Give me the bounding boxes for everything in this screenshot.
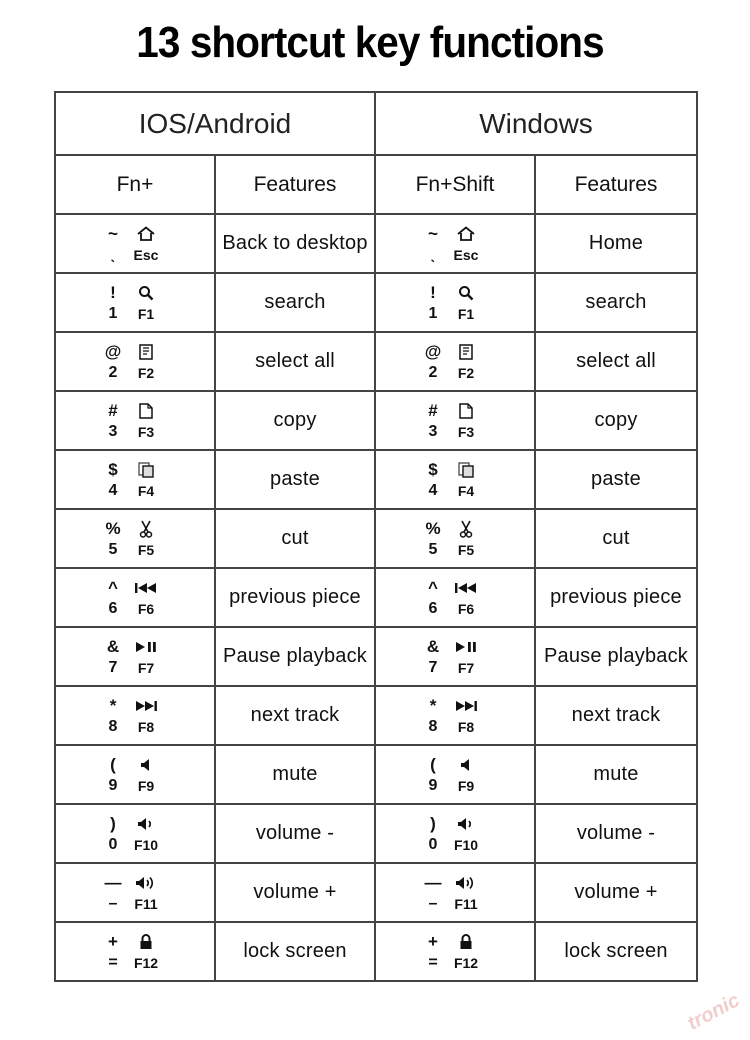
key-symbol: ( — [110, 754, 116, 774]
function-key-label: Esc — [133, 246, 159, 263]
cell-windows-feature: Home — [535, 214, 697, 273]
keycap-ios — [100, 695, 170, 737]
cell-windows-feature: Pause playback — [535, 627, 697, 686]
key-symbol: ( — [430, 754, 436, 774]
cell-ios-feature: volume - — [215, 804, 375, 863]
function-key-label: F3 — [137, 423, 155, 440]
page-title: 13 shortcut key functions — [136, 18, 604, 67]
keycap-windows — [420, 400, 490, 442]
key-symbol: ^ — [428, 577, 438, 597]
keycap-ios — [100, 223, 170, 265]
keycap-windows — [420, 695, 490, 737]
cell-ios-key — [55, 745, 215, 804]
key-symbol: ~ — [428, 223, 438, 243]
mute-icon — [139, 758, 153, 772]
table-row — [55, 627, 697, 686]
keycap-windows — [420, 459, 490, 501]
function-key-label: F1 — [457, 305, 475, 322]
cell-windows-feature: lock screen — [535, 922, 697, 981]
key-number: 9 — [428, 776, 438, 794]
keycap-ios — [100, 872, 170, 914]
function-key-label: F6 — [457, 600, 475, 617]
key-symbol: & — [106, 636, 120, 656]
search-icon — [138, 285, 154, 301]
cell-ios-key — [55, 332, 215, 391]
key-number: 4 — [108, 481, 118, 499]
header-features-windows: Features — [535, 155, 697, 214]
keycap-windows — [420, 872, 490, 914]
cell-windows-feature: copy — [535, 391, 697, 450]
table-row — [55, 509, 697, 568]
keycap-ios — [100, 459, 170, 501]
function-key-label: F5 — [457, 541, 475, 558]
keycap-ios — [100, 636, 170, 678]
key-symbol: ~ — [108, 223, 118, 243]
cell-windows-feature: next track — [535, 686, 697, 745]
key-number: 7 — [428, 658, 438, 676]
key-symbol: — — [104, 872, 122, 892]
table-row — [55, 745, 697, 804]
key-symbol: ) — [430, 813, 436, 833]
key-symbol: * — [109, 695, 117, 715]
keycap-windows — [420, 577, 490, 619]
keycap-windows — [420, 931, 490, 973]
previous-track-icon — [454, 582, 478, 594]
key-symbol: # — [108, 400, 118, 420]
function-key-label: F5 — [137, 541, 155, 558]
cell-windows-feature: paste — [535, 450, 697, 509]
function-key-label: F7 — [137, 659, 155, 676]
cell-ios-key — [55, 509, 215, 568]
keycap-windows — [420, 518, 490, 560]
cell-windows-key — [375, 745, 535, 804]
function-key-label: F10 — [453, 836, 479, 853]
cell-windows-feature: volume + — [535, 863, 697, 922]
table-row — [55, 450, 697, 509]
key-number: 1 — [428, 304, 438, 322]
cell-ios-key — [55, 863, 215, 922]
key-number: 0 — [108, 835, 118, 853]
play-pause-icon — [455, 641, 477, 653]
volume-down-icon — [457, 817, 475, 831]
cell-windows-feature: select all — [535, 332, 697, 391]
platform-header-row — [55, 92, 697, 155]
key-symbol: ) — [110, 813, 116, 833]
cell-windows-key — [375, 332, 535, 391]
paste-icon — [138, 462, 154, 478]
cell-ios-key — [55, 450, 215, 509]
key-number: 5 — [108, 540, 118, 558]
cell-ios-feature: Pause playback — [215, 627, 375, 686]
next-track-icon — [134, 700, 158, 712]
function-key-label: F4 — [457, 482, 475, 499]
function-key-label: F4 — [137, 482, 155, 499]
key-number: 0 — [428, 835, 438, 853]
key-number: 3 — [108, 422, 118, 440]
key-symbol: ! — [430, 282, 436, 302]
key-symbol: — — [424, 872, 442, 892]
key-symbol: % — [425, 518, 441, 538]
table-row — [55, 568, 697, 627]
header-features-ios: Features — [215, 155, 375, 214]
scissors-icon — [459, 520, 473, 538]
function-key-label: F1 — [137, 305, 155, 322]
volume-down-icon — [137, 817, 155, 831]
cell-ios-feature: select all — [215, 332, 375, 391]
table-row — [55, 391, 697, 450]
table-row — [55, 804, 697, 863]
key-number: 8 — [108, 717, 118, 735]
keycap-ios — [100, 754, 170, 796]
key-symbol: ! — [110, 282, 116, 302]
function-key-label: F6 — [137, 600, 155, 617]
key-number: 2 — [428, 363, 438, 381]
keycap-windows — [420, 282, 490, 324]
function-key-label: F7 — [457, 659, 475, 676]
keycap-windows — [420, 813, 490, 855]
keycap-ios — [100, 282, 170, 324]
keycap-ios — [100, 518, 170, 560]
cell-ios-feature: search — [215, 273, 375, 332]
key-number: 4 — [428, 481, 438, 499]
home-icon — [456, 226, 476, 242]
key-symbol: ^ — [108, 577, 118, 597]
select-all-icon — [459, 344, 473, 360]
key-number: = — [428, 953, 438, 971]
header-ios-android: IOS/Android — [55, 92, 375, 155]
key-symbol: + — [108, 931, 118, 951]
cell-windows-key — [375, 509, 535, 568]
keycap-windows — [420, 341, 490, 383]
key-symbol: @ — [424, 341, 442, 361]
cell-windows-key — [375, 922, 535, 981]
keycap-windows — [420, 754, 490, 796]
cell-windows-feature: previous piece — [535, 568, 697, 627]
cell-windows-key — [375, 273, 535, 332]
cell-ios-feature: paste — [215, 450, 375, 509]
cell-windows-key — [375, 627, 535, 686]
volume-up-icon — [135, 875, 157, 891]
header-windows: Windows — [375, 92, 697, 155]
header-fn-combo: Fn+ — [55, 155, 215, 214]
key-number: 5 — [428, 540, 438, 558]
key-number: = — [108, 953, 118, 971]
key-symbol: + — [428, 931, 438, 951]
cell-ios-feature: volume + — [215, 863, 375, 922]
play-pause-icon — [135, 641, 157, 653]
function-key-label: F9 — [137, 777, 155, 794]
cell-ios-key — [55, 391, 215, 450]
cell-ios-key — [55, 273, 215, 332]
key-symbol: * — [429, 695, 437, 715]
keycap-ios — [100, 400, 170, 442]
table-row — [55, 273, 697, 332]
next-track-icon — [454, 700, 478, 712]
key-number: 7 — [108, 658, 118, 676]
scissors-icon — [139, 520, 153, 538]
home-icon — [136, 226, 156, 242]
key-number: ˎ — [430, 245, 436, 263]
header-fn-shift-combo: Fn+Shift — [375, 155, 535, 214]
lock-icon — [459, 934, 473, 950]
cell-windows-feature: cut — [535, 509, 697, 568]
function-key-label: F12 — [453, 954, 479, 971]
key-symbol: @ — [104, 341, 122, 361]
cell-ios-key — [55, 568, 215, 627]
key-symbol: $ — [428, 459, 438, 479]
keycap-windows — [420, 223, 490, 265]
cell-windows-key — [375, 686, 535, 745]
keycap-ios — [100, 341, 170, 383]
cell-ios-feature: Back to desktop — [215, 214, 375, 273]
cell-ios-key — [55, 922, 215, 981]
cell-ios-feature: lock screen — [215, 922, 375, 981]
cell-windows-key — [375, 391, 535, 450]
cell-windows-key — [375, 804, 535, 863]
key-number: 3 — [428, 422, 438, 440]
function-key-label: F2 — [457, 364, 475, 381]
function-key-label: F2 — [137, 364, 155, 381]
cell-ios-key — [55, 214, 215, 273]
watermark-logo: tronic — [684, 989, 744, 1035]
paste-icon — [458, 462, 474, 478]
key-number: 6 — [428, 599, 438, 617]
volume-up-icon — [455, 875, 477, 891]
keycap-ios — [100, 813, 170, 855]
cell-ios-key — [55, 627, 215, 686]
function-key-label: F3 — [457, 423, 475, 440]
shortcut-table — [54, 91, 698, 982]
table-row — [55, 332, 697, 391]
cell-ios-feature: copy — [215, 391, 375, 450]
table-row — [55, 863, 697, 922]
lock-icon — [139, 934, 153, 950]
cell-windows-key — [375, 568, 535, 627]
function-key-label: Esc — [453, 246, 479, 263]
function-key-label: F12 — [133, 954, 159, 971]
table-row — [55, 214, 697, 273]
cell-windows-key — [375, 863, 535, 922]
key-symbol: $ — [108, 459, 118, 479]
table-row — [55, 686, 697, 745]
cell-ios-key — [55, 686, 215, 745]
cell-windows-key — [375, 214, 535, 273]
key-number: – — [428, 894, 438, 912]
cell-ios-key — [55, 804, 215, 863]
key-symbol: # — [428, 400, 438, 420]
function-key-label: F8 — [457, 718, 475, 735]
key-number: 2 — [108, 363, 118, 381]
keycap-ios — [100, 931, 170, 973]
key-number: 8 — [428, 717, 438, 735]
copy-icon — [459, 403, 473, 419]
cell-windows-feature: search — [535, 273, 697, 332]
cell-windows-feature: mute — [535, 745, 697, 804]
function-key-label: F11 — [454, 895, 478, 912]
cell-ios-feature: mute — [215, 745, 375, 804]
table-row — [55, 922, 697, 981]
select-all-icon — [139, 344, 153, 360]
cell-windows-feature: volume - — [535, 804, 697, 863]
key-number: 1 — [108, 304, 118, 322]
keycap-windows — [420, 636, 490, 678]
key-number: – — [108, 894, 118, 912]
key-symbol: & — [426, 636, 440, 656]
function-key-label: F9 — [457, 777, 475, 794]
search-icon — [458, 285, 474, 301]
previous-track-icon — [134, 582, 158, 594]
key-symbol: % — [105, 518, 121, 538]
key-number: 6 — [108, 599, 118, 617]
key-number: 9 — [108, 776, 118, 794]
function-key-label: F10 — [133, 836, 159, 853]
cell-ios-feature: cut — [215, 509, 375, 568]
cell-ios-feature: next track — [215, 686, 375, 745]
copy-icon — [139, 403, 153, 419]
keycap-ios — [100, 577, 170, 619]
column-header-row — [55, 155, 697, 214]
cell-ios-feature: previous piece — [215, 568, 375, 627]
cell-windows-key — [375, 450, 535, 509]
function-key-label: F11 — [134, 895, 158, 912]
function-key-label: F8 — [137, 718, 155, 735]
mute-icon — [459, 758, 473, 772]
key-number: ˎ — [110, 245, 116, 263]
